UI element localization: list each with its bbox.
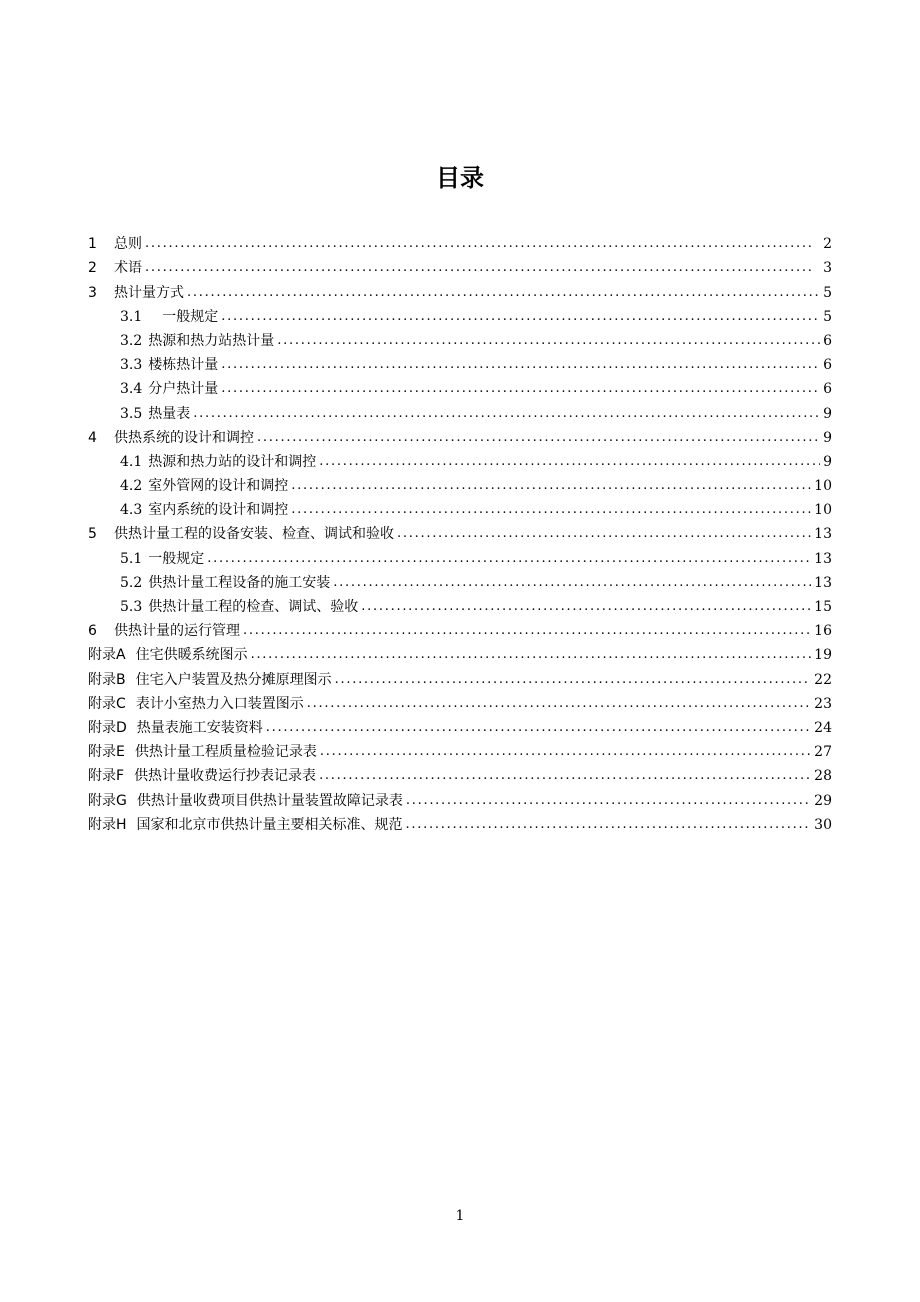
toc-entry-title: 一般规定 bbox=[148, 308, 219, 325]
toc-entry[interactable] bbox=[88, 786, 832, 810]
toc-entry-page: 19 bbox=[814, 647, 832, 664]
toc-leader-dots bbox=[307, 694, 811, 714]
toc-entry-page: 27 bbox=[814, 744, 832, 761]
toc-leader-dots bbox=[145, 258, 820, 278]
toc-entry-title: 术语 bbox=[114, 260, 142, 277]
toc-entry-title: 热源和热力站热计量 bbox=[148, 332, 275, 349]
toc-entry-number: 附录B bbox=[88, 671, 126, 688]
toc-leader-dots bbox=[291, 476, 811, 496]
toc-entry-number: 附录H bbox=[88, 816, 127, 833]
toc-entry-page: 5 bbox=[823, 308, 832, 325]
toc-entry-title: 供热计量工程设备的施工安装 bbox=[148, 574, 331, 591]
page-number: 1 bbox=[455, 1208, 465, 1224]
toc-leader-dots bbox=[320, 742, 811, 762]
toc-leader-dots bbox=[277, 331, 820, 351]
toc-entry-number: 附录F bbox=[88, 768, 125, 785]
toc-entry[interactable] bbox=[88, 690, 832, 714]
toc-entry-title: 住宅入户装置及热分摊原理图示 bbox=[135, 671, 332, 688]
toc-entry-title: 分户热计量 bbox=[148, 381, 219, 398]
toc-entry-page: 6 bbox=[823, 332, 832, 349]
toc-entry[interactable] bbox=[88, 230, 832, 254]
toc-entry[interactable] bbox=[88, 714, 832, 738]
toc-entry-number: 4.3 bbox=[120, 502, 143, 519]
toc-entry-number: 附录C bbox=[88, 695, 126, 712]
toc-entry-title: 供热系统的设计和调控 bbox=[114, 429, 254, 446]
toc-entry-title: 供热计量的运行管理 bbox=[114, 623, 240, 640]
table-of-contents bbox=[88, 230, 832, 835]
toc-entry-number: 4 bbox=[88, 429, 97, 446]
toc-entry[interactable] bbox=[88, 811, 832, 835]
toc-entry-number: 1 bbox=[88, 236, 97, 253]
toc-entry-title: 国家和北京市供热计量主要相关标准、规范 bbox=[136, 816, 403, 833]
toc-entry-number: 附录E bbox=[88, 744, 125, 761]
toc-entry-number: 3 bbox=[88, 284, 97, 301]
toc-entry-title: 楼栋热计量 bbox=[148, 357, 219, 374]
toc-entry[interactable] bbox=[88, 762, 832, 786]
toc-entry-number: 3.4 bbox=[120, 381, 143, 398]
toc-entry-title: 住宅供暖系统图示 bbox=[135, 647, 248, 664]
toc-entry[interactable] bbox=[88, 617, 832, 641]
toc-entry-page: 16 bbox=[814, 623, 832, 640]
toc-leader-dots bbox=[221, 379, 820, 399]
toc-leader-dots bbox=[187, 283, 820, 303]
toc-entry-page: 22 bbox=[814, 671, 832, 688]
toc-entry[interactable] bbox=[88, 424, 832, 448]
toc-entry-title: 总则 bbox=[114, 236, 142, 253]
toc-entry-page: 15 bbox=[814, 599, 832, 615]
toc-entry-page: 23 bbox=[814, 695, 832, 712]
toc-entry[interactable] bbox=[88, 665, 832, 689]
toc-entry-page: 28 bbox=[814, 768, 832, 785]
toc-entry-page: 29 bbox=[814, 792, 832, 809]
toc-leader-dots bbox=[251, 645, 812, 665]
toc-entry-page: 9 bbox=[823, 405, 832, 422]
toc-entry-page: 2 bbox=[823, 236, 832, 253]
toc-entry[interactable] bbox=[88, 569, 832, 593]
toc-entry-page: 6 bbox=[823, 357, 832, 374]
toc-entry[interactable] bbox=[88, 351, 832, 375]
toc-leader-dots bbox=[193, 404, 820, 424]
toc-leader-dots bbox=[221, 355, 820, 375]
toc-title: 目录 bbox=[436, 164, 484, 192]
toc-entry-title: 供热计量工程的设备安装、检查、调试和验收 bbox=[114, 526, 394, 543]
toc-entry-page: 30 bbox=[814, 816, 832, 833]
toc-entry-number: 3.3 bbox=[120, 357, 143, 374]
toc-leader-dots bbox=[319, 452, 820, 472]
toc-entry-page: 5 bbox=[823, 284, 832, 301]
toc-leader-dots bbox=[145, 234, 820, 254]
toc-entry[interactable] bbox=[88, 254, 832, 278]
toc-entry-title: 供热计量工程质量检验记录表 bbox=[134, 744, 317, 761]
toc-entry-number: 6 bbox=[88, 623, 97, 640]
toc-entry-title: 热计量方式 bbox=[114, 284, 184, 301]
toc-entry-number: 附录A bbox=[88, 647, 126, 664]
toc-entry-number: 3.5 bbox=[120, 405, 143, 422]
toc-entry-number: 5 bbox=[88, 526, 97, 543]
toc-entry-number: 2 bbox=[88, 260, 97, 277]
toc-entry-page: 24 bbox=[814, 719, 832, 736]
toc-leader-dots bbox=[207, 549, 811, 569]
toc-entry-title: 供热计量收费项目供热计量装置故障记录表 bbox=[136, 792, 403, 809]
toc-entry[interactable] bbox=[88, 399, 832, 423]
toc-entry-title: 表计小室热力入口装置图示 bbox=[135, 695, 304, 712]
toc-entry-page: 13 bbox=[814, 526, 832, 543]
toc-entry-number: 5.3 bbox=[120, 599, 143, 615]
toc-entry[interactable] bbox=[88, 472, 832, 496]
toc-entry[interactable] bbox=[88, 448, 832, 472]
toc-leader-dots bbox=[406, 815, 812, 835]
toc-entry-number: 附录D bbox=[88, 719, 127, 736]
toc-entry-number: 3.2 bbox=[120, 332, 143, 349]
toc-entry-number: 5.1 bbox=[120, 550, 143, 567]
toc-entry-number: 附录G bbox=[88, 792, 127, 809]
toc-entry-page: 9 bbox=[823, 429, 832, 446]
toc-entry-page: 6 bbox=[823, 381, 832, 398]
toc-entry-page: 10 bbox=[814, 478, 832, 495]
toc-entry-title: 供热计量收费运行抄表记录表 bbox=[134, 768, 317, 785]
toc-entry-title: 热量表施工安装资料 bbox=[136, 719, 263, 736]
toc-entry-page: 13 bbox=[814, 574, 832, 591]
toc-leader-dots bbox=[397, 524, 811, 544]
toc-leader-dots bbox=[221, 307, 820, 327]
toc-entry-number: 4.2 bbox=[120, 478, 143, 495]
toc-entry-title: 热源和热力站的设计和调控 bbox=[148, 453, 317, 470]
toc-leader-dots bbox=[257, 428, 820, 448]
toc-leader-dots bbox=[333, 573, 811, 593]
toc-entry[interactable] bbox=[88, 738, 832, 762]
toc-entry-number: 3.1 bbox=[120, 308, 143, 325]
toc-entry-title: 热量表 bbox=[148, 405, 191, 422]
toc-entry-number: 4.1 bbox=[120, 453, 143, 470]
toc-entry[interactable] bbox=[88, 278, 832, 302]
toc-leader-dots bbox=[335, 670, 812, 690]
toc-leader-dots bbox=[291, 500, 811, 520]
toc-entry[interactable] bbox=[88, 327, 832, 351]
toc-entry[interactable] bbox=[88, 641, 832, 665]
toc-leader-dots bbox=[361, 597, 811, 617]
toc-entry[interactable] bbox=[88, 496, 832, 520]
toc-entry-title: 室外管网的设计和调控 bbox=[148, 478, 289, 495]
toc-entry-page: 3 bbox=[823, 260, 832, 277]
toc-entry[interactable] bbox=[88, 544, 832, 568]
toc-entry-title: 一般规定 bbox=[148, 550, 205, 567]
toc-entry[interactable] bbox=[88, 375, 832, 399]
toc-entry-page: 13 bbox=[814, 550, 832, 567]
toc-leader-dots bbox=[243, 621, 811, 641]
toc-entry-page: 9 bbox=[823, 453, 832, 470]
toc-entry-number: 5.2 bbox=[120, 574, 143, 591]
toc-entry-title: 供热计量工程的检查、调试、验收 bbox=[148, 599, 359, 615]
toc-entry[interactable] bbox=[88, 520, 832, 544]
toc-entry-title: 室内系统的设计和调控 bbox=[148, 502, 289, 519]
toc-entry[interactable] bbox=[88, 303, 832, 327]
toc-leader-dots bbox=[406, 791, 811, 811]
toc-leader-dots bbox=[319, 766, 811, 786]
toc-leader-dots bbox=[266, 718, 811, 738]
toc-entry-page: 10 bbox=[814, 502, 832, 519]
toc-entry[interactable] bbox=[88, 593, 832, 617]
